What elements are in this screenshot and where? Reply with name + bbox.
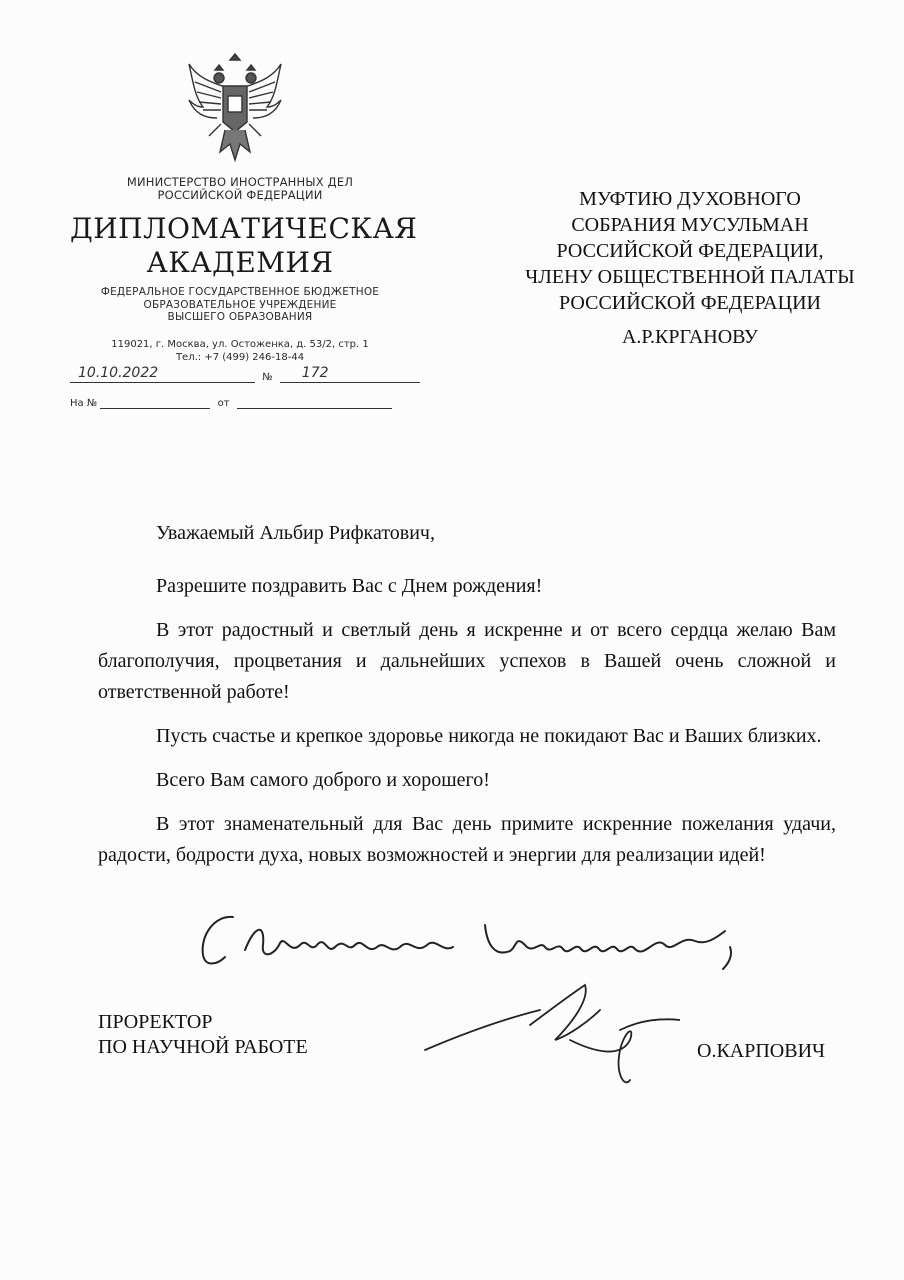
ministry-line-2: РОССИЙСКОЙ ФЕДЕРАЦИИ <box>157 188 323 202</box>
letter-body <box>98 518 836 884</box>
number-field <box>280 365 420 383</box>
paragraph-2: В этот радостный и светлый день я искренне и от всего сердца желаю Вам благополучия, процветания и дальнейших успехов в Вашей очень сложной и ответственной работе! <box>98 619 836 703</box>
institution-type-line-2: ОБРАЗОВАТЕЛЬНОЕ УЧРЕЖДЕНИЕ <box>143 298 337 311</box>
reference-date-field <box>237 396 392 409</box>
paragraph-1: Разрешите поздравить Вас с Днем рождения! <box>156 575 543 597</box>
registration-date: 10.10.2022 <box>78 365 159 381</box>
recipient-line-5: РОССИЙСКОЙ ФЕДЕРАЦИИ <box>559 292 821 314</box>
registration-line <box>70 365 420 383</box>
recipient-line-2: СОБРАНИЯ МУСУЛЬМАН <box>571 214 809 236</box>
signer-name: О.КАРПОВИЧ <box>697 1040 826 1062</box>
from-label: от <box>217 398 230 409</box>
institution-type <box>70 286 410 324</box>
ministry-line-1: МИНИСТЕРСТВО ИНОСТРАННЫХ ДЕЛ <box>126 175 354 189</box>
date-field <box>70 365 255 383</box>
signer-position <box>98 1010 308 1060</box>
academy-title <box>70 212 418 280</box>
recipient-line-1: МУФТИЮ ДУХОВНОГО <box>579 188 801 210</box>
signature-scribble <box>420 980 680 1090</box>
position-line-1: ПРОРЕКТОР <box>98 1011 213 1033</box>
institution-type-line-1: ФЕДЕРАЛЬНОЕ ГОСУДАРСТВЕННОЕ БЮДЖЕТНОЕ <box>100 286 380 298</box>
greeting: Уважаемый Альбир Рифкатович, <box>156 522 435 544</box>
academy-title-line-1: ДИПЛОМАТИЧЕСКАЯ <box>70 212 418 245</box>
recipient-name: А.Р.КРГАНОВУ <box>621 326 759 348</box>
ministry-name <box>70 176 410 202</box>
handwritten-closing <box>195 905 755 985</box>
reference-number-field <box>100 396 210 409</box>
reference-label: На № <box>70 398 98 409</box>
address: 119021, г. Москва, ул. Остоженка, д. 53/2, стр. 1 <box>111 339 369 350</box>
paragraph-5: В этот знаменательный для Вас день примите искренние пожелания удачи, радости, бодрости духа, новых возможностей и энергии для реализации идей! <box>98 813 836 866</box>
recipient-block <box>500 186 880 350</box>
registration-number: 172 <box>301 365 329 381</box>
phone: Тел.: +7 (499) 246-18-44 <box>175 352 305 363</box>
number-label: № <box>262 372 273 383</box>
double-headed-eagle-icon <box>185 52 285 167</box>
letterhead-contacts <box>70 338 410 364</box>
reference-line <box>70 396 392 409</box>
paragraph-3: Пусть счастье и крепкое здоровье никогда не покидают Вас и Ваших близких. <box>156 725 822 747</box>
recipient-line-4: ЧЛЕНУ ОБЩЕСТВЕННОЙ ПАЛАТЫ <box>525 266 855 288</box>
paragraph-4: Всего Вам самого доброго и хорошего! <box>156 769 490 791</box>
position-line-2: ПО НАУЧНОЙ РАБОТЕ <box>98 1036 308 1058</box>
institution-type-line-3: ВЫСШЕГО ОБРАЗОВАНИЯ <box>167 311 313 323</box>
recipient-line-3: РОССИЙСКОЙ ФЕДЕРАЦИИ, <box>556 240 824 262</box>
academy-title-line-2: АКАДЕМИЯ <box>146 246 334 279</box>
